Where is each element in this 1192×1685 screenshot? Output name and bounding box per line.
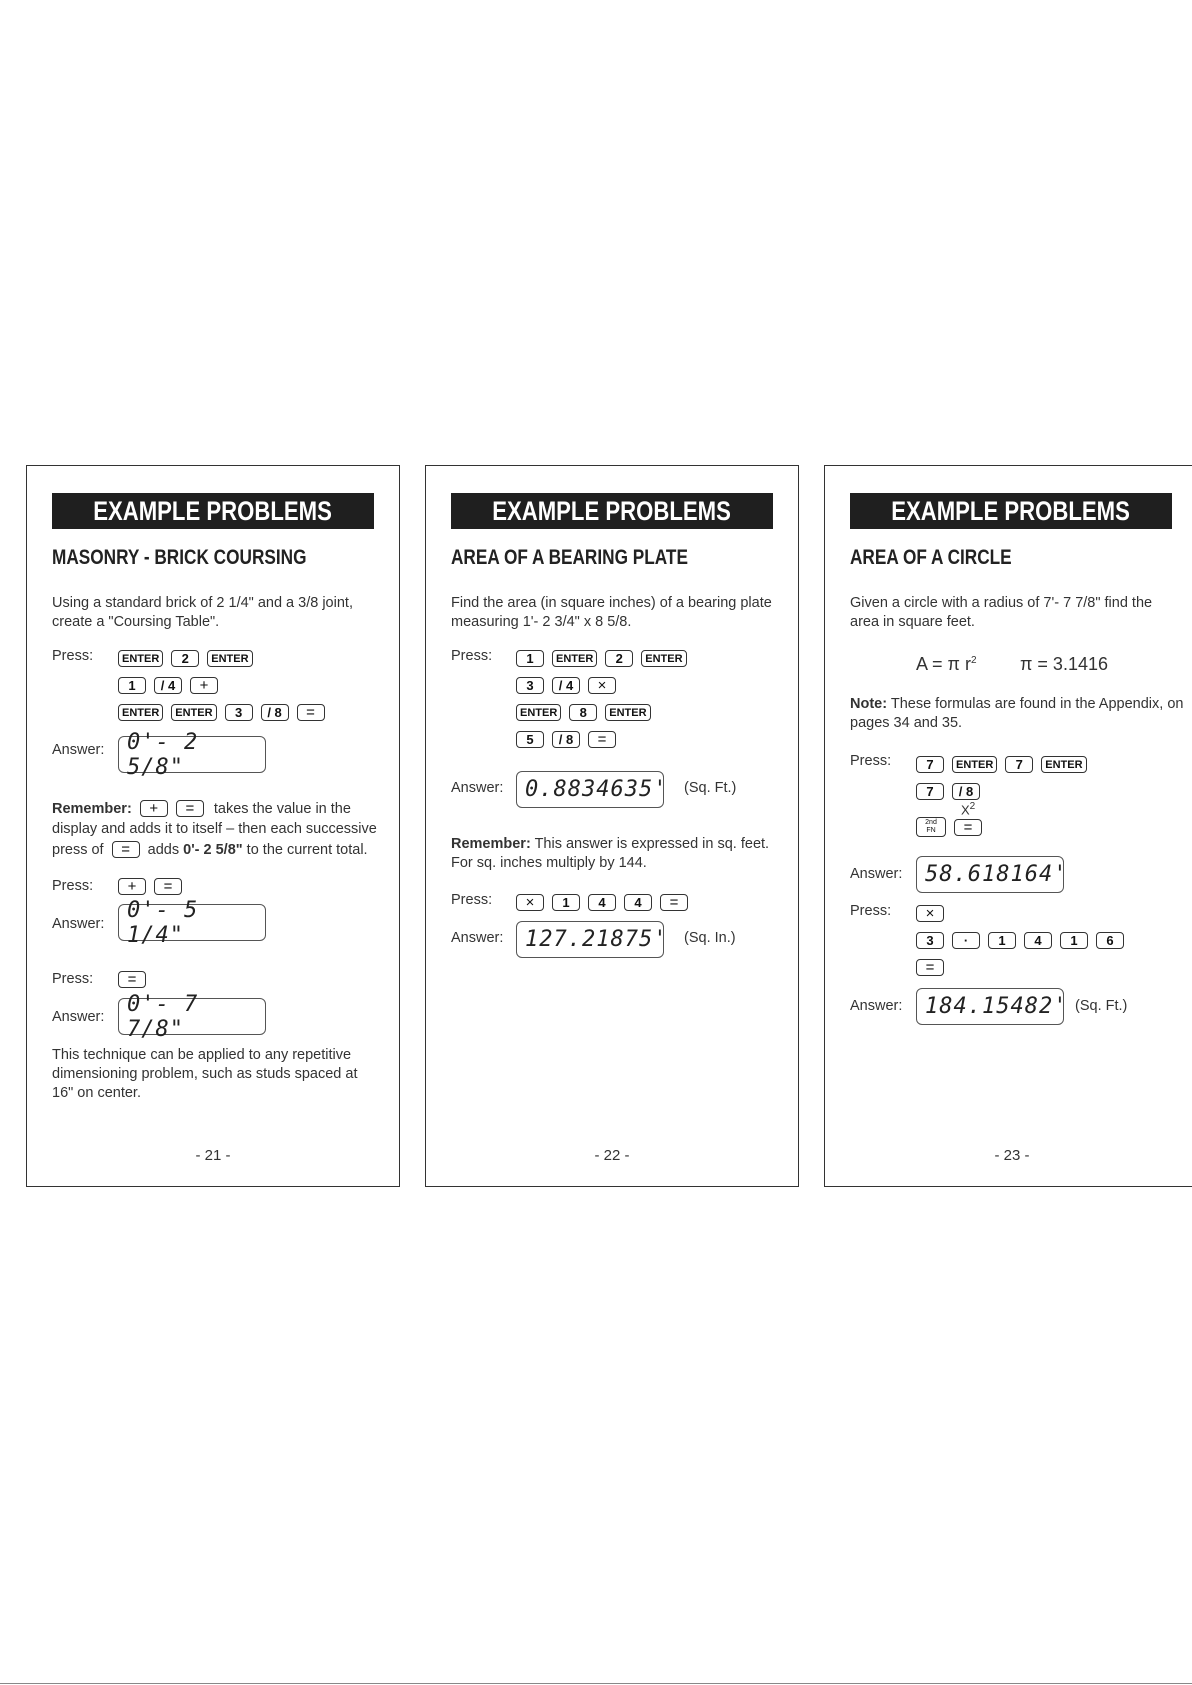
key-2: 2	[171, 650, 199, 667]
answer-label: Answer:	[52, 742, 105, 758]
unit-label: (Sq. Ft.)	[1075, 998, 1128, 1014]
banner: EXAMPLE PROBLEMS	[52, 493, 374, 529]
key-1: 1	[552, 894, 580, 911]
equals-key: =	[176, 800, 204, 817]
enter-key: ENTER	[1041, 756, 1086, 773]
equals-key: =	[297, 704, 325, 721]
key-1: 1	[118, 677, 146, 694]
key-3: 3	[516, 677, 544, 694]
section-title: AREA OF A BEARING PLATE	[451, 546, 688, 569]
equals-key: =	[916, 959, 944, 976]
unit-label: (Sq. Ft.)	[684, 780, 737, 796]
key-7: 7	[1005, 756, 1033, 773]
remember-line2: display and adds it to itself – then each successive	[52, 821, 377, 837]
remember-note: Remember: This answer is expressed in sq. feet. For sq. inches multiply by 144.	[451, 836, 770, 871]
page-number: - 22 -	[594, 1147, 630, 1164]
press-label: Press:	[451, 648, 493, 664]
remember-note: Remember: + = takes the value in the	[52, 800, 351, 817]
answer-label: Answer:	[850, 866, 903, 882]
enter-key: ENTER	[118, 650, 163, 667]
key-quarter: / 4	[154, 677, 182, 694]
answer-display: 127.21875'	[516, 921, 664, 958]
key-2: 2	[605, 650, 633, 667]
pi-value: π = 3.1416	[1020, 654, 1108, 674]
key-6: 6	[1096, 932, 1124, 949]
plus-key: +	[118, 878, 146, 895]
answer-label: Answer:	[52, 1009, 105, 1025]
intro-text: Using a standard brick of 2 1/4" and a 3/8 joint, create a "Coursing Table".	[52, 595, 353, 630]
key-3: 3	[225, 704, 253, 721]
page-number: - 21 -	[195, 1147, 231, 1164]
enter-key: ENTER	[207, 650, 252, 667]
page-23-panel	[824, 465, 1192, 1187]
area-formula: A = π $r^2$	[916, 654, 977, 674]
plus-key: +	[140, 800, 168, 817]
remember-line3: press of = adds 0'- 2 5/8" to the current total.	[52, 841, 368, 858]
key-row	[118, 878, 182, 895]
key-row	[516, 650, 687, 667]
multiply-key: ×	[516, 894, 544, 911]
key-row	[516, 677, 616, 694]
equals-key: =	[118, 971, 146, 988]
key-eighth: / 8	[261, 704, 289, 721]
answer-label: Answer:	[52, 916, 105, 932]
press-label: Press:	[52, 971, 94, 987]
key-row	[516, 894, 688, 911]
equals-key: =	[660, 894, 688, 911]
section-title: AREA OF A CIRCLE	[850, 546, 1012, 569]
press-label: Press:	[850, 903, 892, 919]
decimal-key: ·	[952, 932, 980, 949]
equals-key: =	[954, 819, 982, 836]
unit-label: (Sq. In.)	[684, 930, 736, 946]
key-1: 1	[516, 650, 544, 667]
key-row	[916, 959, 944, 976]
equals-key: =	[588, 731, 616, 748]
key-row	[916, 756, 1087, 773]
intro-text: Given a circle with a radius of 7'- 7 7/8" find the area in square feet.	[850, 595, 1153, 630]
key-row	[516, 731, 616, 748]
answer-display: 184.15482'	[916, 988, 1064, 1025]
key-quarter: / 4	[552, 677, 580, 694]
answer-display: 0'- 2 5/8"	[118, 736, 266, 773]
section-title: MASONRY - BRICK COURSING	[52, 546, 307, 569]
equals-key: =	[112, 841, 140, 858]
answer-label: Answer:	[451, 930, 504, 946]
page-number: - 23 -	[994, 1147, 1030, 1164]
key-4: 4	[624, 894, 652, 911]
enter-key: ENTER	[171, 704, 216, 721]
key-4: 4	[1024, 932, 1052, 949]
enter-key: ENTER	[952, 756, 997, 773]
key-row	[916, 817, 982, 837]
enter-key: ENTER	[516, 704, 561, 721]
intro-text: Find the area (in square inches) of a bearing plate measuring 1'- 2 3/4" x 8 5/8.	[451, 595, 772, 630]
key-row	[118, 704, 325, 721]
key-7: 7	[916, 783, 944, 800]
answer-display: 0'- 5 1/4"	[118, 904, 266, 941]
answer-display: 58.618164'	[916, 856, 1064, 893]
x-squared-label: $X^2$	[961, 801, 976, 818]
answer-display: 0.8834635'	[516, 771, 664, 808]
key-row	[118, 677, 218, 694]
page-22-panel	[425, 465, 799, 1187]
key-8: 8	[569, 704, 597, 721]
key-row	[516, 704, 651, 721]
key-row	[118, 650, 253, 667]
key-eighth: / 8	[952, 783, 980, 800]
key-eighth: / 8	[552, 731, 580, 748]
key-4: 4	[588, 894, 616, 911]
answer-display: 0'- 7 7/8"	[118, 998, 266, 1035]
key-7: 7	[916, 756, 944, 773]
enter-key: ENTER	[641, 650, 686, 667]
key-1: 1	[988, 932, 1016, 949]
banner: EXAMPLE PROBLEMS	[850, 493, 1172, 529]
enter-key: ENTER	[118, 704, 163, 721]
press-label: Press:	[52, 878, 94, 894]
outro-text: This technique can be applied to any repetitive dimensioning problem, such as studs spaced at 16" on center.	[52, 1047, 358, 1101]
press-label: Press:	[850, 753, 892, 769]
key-5: 5	[516, 731, 544, 748]
answer-label: Answer:	[850, 998, 903, 1014]
multiply-key: ×	[588, 677, 616, 694]
enter-key: ENTER	[605, 704, 650, 721]
equals-key: =	[154, 878, 182, 895]
banner: EXAMPLE PROBLEMS	[451, 493, 773, 529]
multiply-key: ×	[916, 905, 944, 922]
press-label: Press:	[451, 892, 493, 908]
key-1: 1	[1060, 932, 1088, 949]
key-row	[118, 971, 146, 988]
second-function-key: 2nd FN	[916, 817, 946, 837]
note-text: Note: These formulas are found in the Appendix, on pages 34 and 35.	[850, 696, 1184, 731]
page-edge-line	[0, 1683, 1192, 1684]
answer-label: Answer:	[451, 780, 504, 796]
key-row	[916, 783, 980, 800]
plus-key: +	[190, 677, 218, 694]
key-3: 3	[916, 932, 944, 949]
press-label: Press:	[52, 648, 94, 664]
page-21-panel	[26, 465, 400, 1187]
key-row	[916, 905, 944, 922]
key-row	[916, 932, 1124, 949]
enter-key: ENTER	[552, 650, 597, 667]
